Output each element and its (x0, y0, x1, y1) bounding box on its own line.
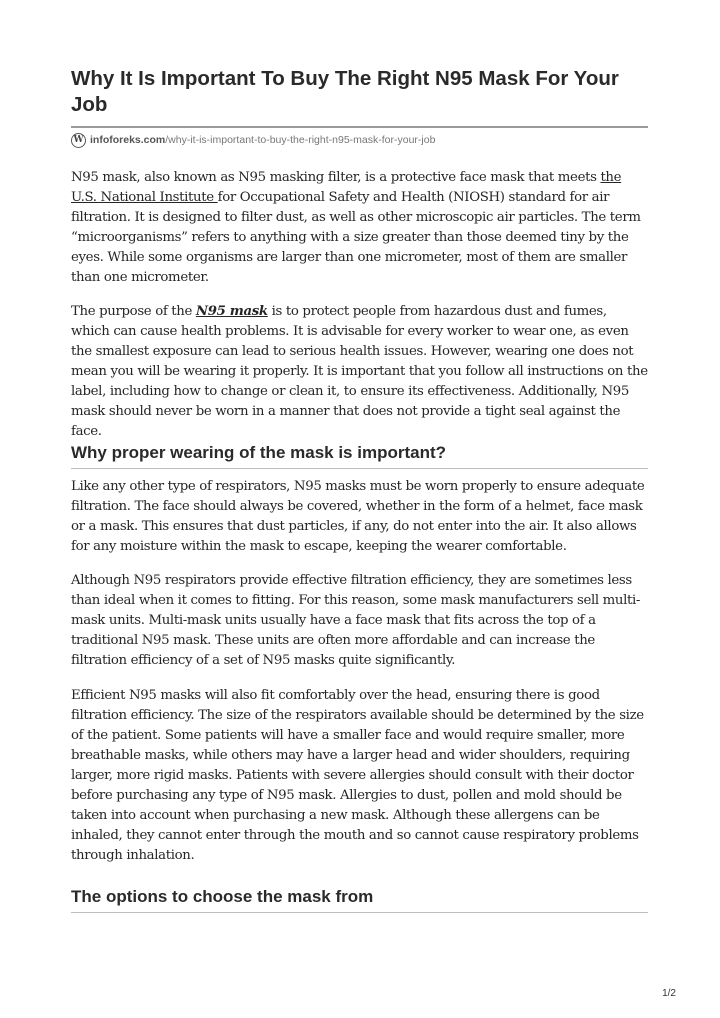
paragraph-purpose (71, 302, 648, 442)
section-divider (71, 468, 648, 469)
paragraph-text: is to protect people from hazardous dust and fumes, which can cause health problems. It is advisable for every worker to wear one, as even the smallest exposure can lead to serious health issues. However, wearing one does not mean you will be wearing it properly. It is important that you follow all instructions on the label, including how to change or clean it, to ensure its effectiveness. Additionally, N95 mask should never be worn in a manner that does not provide a tight seal against the face. (71, 304, 648, 439)
page-number: 1/2 (662, 988, 676, 999)
title-divider (71, 126, 648, 128)
article-title: Why It Is Important To Buy The Right N95 Mask For Your Job (71, 67, 619, 116)
source-path[interactable]: /why-it-is-important-to-buy-the-right-n95-mask-for-your-job (165, 134, 436, 146)
n95-mask-link[interactable]: N95 mask (195, 304, 268, 319)
source-line (71, 131, 435, 149)
paragraph-fit: Efficient N95 masks will also fit comfortably over the head, ensuring there is good filtration efficiency. The size of the respirators available should be determined by the size of the patient. Some patients will have a smaller face and would require smaller, more breathable masks, while others may have a larger head and wider shoulders, requiring larger, more rigid masks. Patients with severe allergies should consult with their doctor before purchasing any type of N95 mask. Allergies to dust, pollen and mold should be taken into account when purchasing a new mask. Although these allergens can be inhaled, they cannot enter through the mouth and so cannot cause respiratory problems through inhalation. (71, 688, 644, 863)
section-divider (71, 912, 648, 913)
paragraph-intro (71, 168, 648, 288)
wordpress-icon: W (71, 133, 86, 148)
paragraph-text: The purpose of the (71, 304, 196, 319)
paragraph-text: for Occupational Safety and Health (NIOSH) standard for air filtration. It is designed to filter dust, as well as other microscopic air particles. The term “microorganisms” refers to anything with a size greater than those deemed tiny by the eyes. While some organisms are larger than one micrometer, most of them are smaller than one micrometer. (71, 190, 641, 285)
niosh-link[interactable]: the U.S. National Institute (71, 170, 622, 205)
source-domain[interactable]: infoforeks.com (90, 134, 166, 146)
paragraph-filtration: Although N95 respirators provide effective filtration efficiency, they are sometimes less than ideal when it comes to fitting. For this reason, some mask manufacturers sell multi-mask units. Multi-mask units usually have a face mask that fits across the top of a traditional N95 mask. These units are often more affordable and can increase the filtration efficiency of a set of N95 masks quite significantly. (71, 573, 641, 668)
section-heading-options: The options to choose the mask from (71, 887, 374, 906)
paragraph-text: N95 mask, also known as N95 masking filter, is a protective face mask that meets (71, 170, 601, 185)
section-heading-proper-wearing: Why proper wearing of the mask is important? (71, 443, 446, 462)
paragraph-respirators: Like any other type of respirators, N95 masks must be worn properly to ensure adequate filtration. The face should always be covered, whether in the form of a helmet, face mask or a mask. This ensures that dust particles, if any, do not enter into the air. It also allows for any moisture within the mask to escape, keeping the wearer comfortable. (71, 479, 645, 554)
